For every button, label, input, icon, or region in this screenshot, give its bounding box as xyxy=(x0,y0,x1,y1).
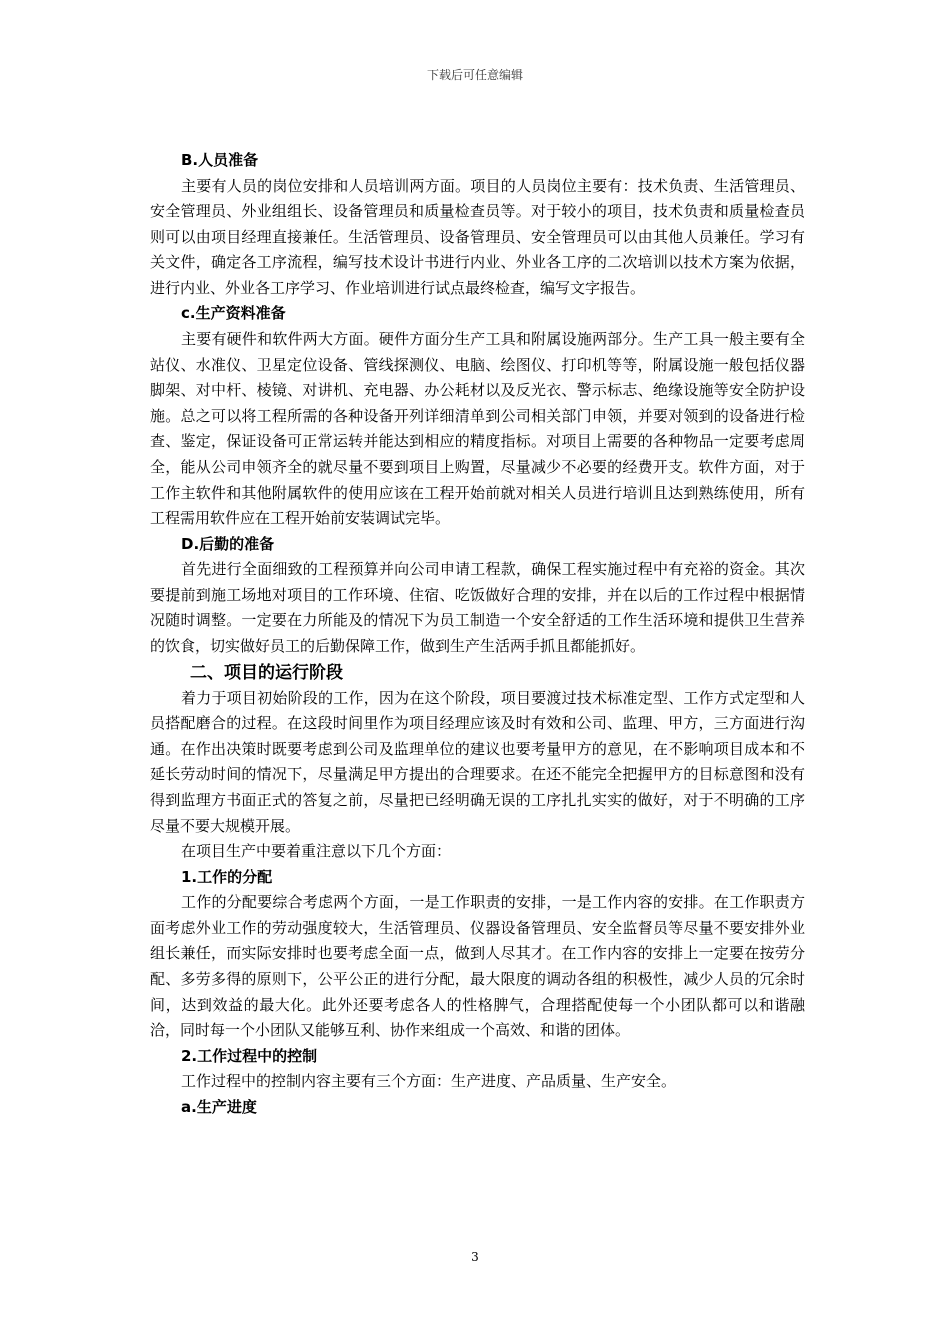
document-body xyxy=(150,148,805,1120)
section-heading-a: a.生产进度 xyxy=(181,1097,257,1116)
chapter-heading-2: 二、项目的运行阶段 xyxy=(190,662,343,683)
paragraph-2-control: 工作过程中的控制内容主要有三个方面：生产进度、产品质量、生产安全。 xyxy=(181,1072,677,1091)
page-header: 下载后可任意编辑 xyxy=(426,68,523,82)
page-number: 3 xyxy=(471,1250,479,1264)
section-heading-c: c.生产资料准备 xyxy=(181,304,286,323)
section-heading-d: D.后勤的准备 xyxy=(181,534,275,553)
section-heading-2: 2.工作过程中的控制 xyxy=(181,1046,318,1065)
section-heading-b: B.人员准备 xyxy=(181,151,259,169)
paragraph-1-1: 工作的分配要综合考虑两个方面，一是工作职责的安排，一是工作内容的安排。在工作职责方面考虑外业工作的劳动强度较大，生活管理员、仪器设备管理员、安全监督员等尽量不要安排外业组长兼任，而实际安排时也要考虑全面一点，做到人尽其才。在工作内容的安排上一定要在按劳分配、多劳多得的原则下，公平公正的进行分配，最大限度的调动各组的积极性，减少人员的冗余时间，达到效益的最大化。此外还要考虑各人的性格脾气，合理搭配使每一个小团队都可以和谐融洽，同时每一个小团队又能够互利、协作来组成一个高效、和谐的团体。 xyxy=(150,893,805,1040)
paragraph-2-2: 在项目生产中要着重注意以下几个方面： xyxy=(181,842,452,861)
section-heading-1: 1.工作的分配 xyxy=(181,867,273,886)
paragraph-2-1: 着力于项目初始阶段的工作，因为在这个阶段，项目要渡过技术标准定型、工作方式定型和人员搭配磨合的过程。在这段时间里作为项目经理应该及时有效和公司、监理、甲方，三方面进行沟通。在作出决策时既要考虑到公司及监理单位的建议也要考量甲方的意见，在不影响项目成本和不延长劳动时间的情况下，尽量满足甲方提出的合理要求。在还不能完全把握甲方的目标意图和没有得到监理方书面正式的答复之前，尽量把已经明确无误的工序扎扎实实的做好，对于不明确的工序尽量不要大规模开展。 xyxy=(150,688,805,835)
paragraph-b-1: 主要有人员的岗位安排和人员培训两方面。项目的人员岗位主要有：技术负责、生活管理员、安全管理员、外业组组长、设备管理员和质量检查员等。对于较小的项目，技术负责和质量检查员则可以由项目经理直接兼任。生活管理员、设备管理员、安全管理员可以由其他人员兼任。学习有关文件，确定各工序流程，编写技术设计书进行内业、外业各工序的二次培训以技术方案为依据，进行内业、外业各工序学习、作业培训进行试点最终检查，编写文字报告。 xyxy=(150,176,805,297)
paragraph-d-1: 首先进行全面细致的工程预算并向公司申请工程款，确保工程实施过程中有充裕的资金。其次要提前到施工场地对项目的工作环境、住宿、吃饭做好合理的安排，并在以后的工作过程中根据情况随时调整。一定要在力所能及的情况下为员工制造一个安全舒适的工作生活环境和提供卫生营养的饮食，切实做好员工的后勤保障工作，做到生产生活两手抓且都能抓好。 xyxy=(150,560,805,655)
paragraph-c-1: 主要有硬件和软件两大方面。硬件方面分生产工具和附属设施两部分。生产工具一般主要有全站仪、水准仪、卫星定位设备、管线探测仪、电脑、绘图仪、打印机等等，附属设施一般包括仪器脚架、对中杆、棱镜、对讲机、充电器、办公耗材以及反光衣、警示标志、绝缘设施等安全防护设施。总之可以将工程所需的各种设备开列详细清单到公司相关部门申领，并要对领到的设备进行检查、鉴定，保证设备可正常运转并能达到相应的精度指标。对项目上需要的各种物品一定要考虑周全，能从公司申领齐全的就尽量不要到项目上购置，尽量减少不必要的经费开支。软件方面，对于工作主软件和其他附属软件的使用应该在工程开始前就对相关人员进行培训且达到熟练使用，所有工程需用软件应在工程开始前安装调试完毕。 xyxy=(150,329,805,528)
